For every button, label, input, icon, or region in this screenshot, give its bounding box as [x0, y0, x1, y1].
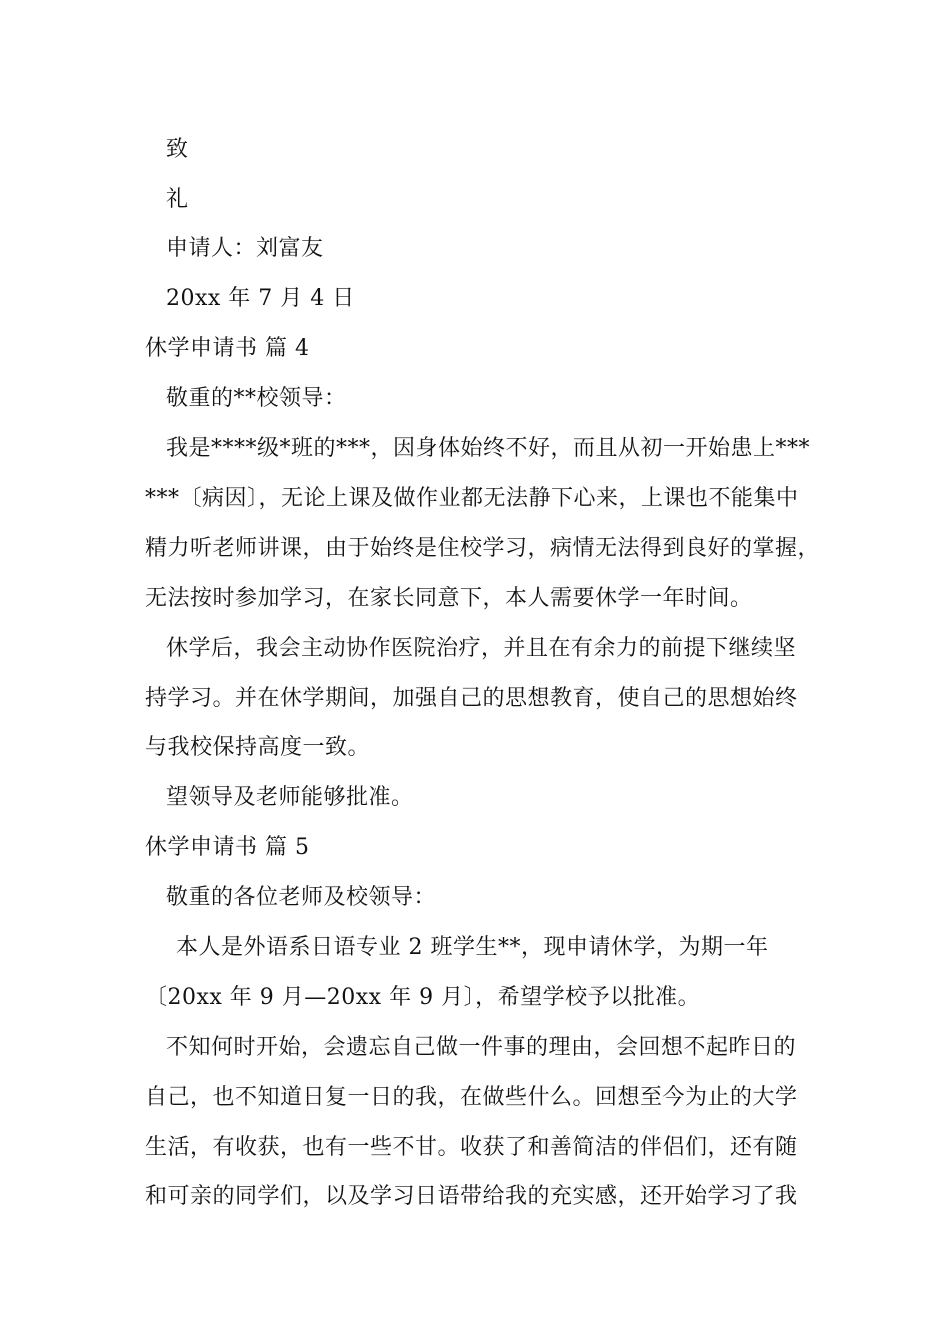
- section-5-line: 生活，有收获，也有一些不甘。收获了和善简洁的伴侣们，还有随: [145, 1135, 798, 1160]
- section-4-title: 休学申请书 篇 4: [145, 336, 310, 361]
- closing-zhi: 致: [166, 137, 189, 162]
- section-4-line: 精力听老师讲课，由于始终是住校学习，病情无法得到良好的掌握，: [145, 536, 821, 561]
- application-date: 20xx 年 7 月 4 日: [166, 286, 355, 311]
- section-4-line: 无法按时参加学习，在家长同意下，本人需要休学一年时间。: [145, 586, 753, 611]
- section-4-line: 休学后，我会主动协作医院治疗，并且在有余力的前提下继续坚: [166, 636, 797, 661]
- section-5-line: 自己，也不知道日复一日的我，在做些什么。回想至今为止的大学: [145, 1085, 798, 1110]
- section-4-line: 望领导及老师能够批准。: [166, 785, 414, 810]
- section-4-line: 持学习。并在休学期间，加强自己的思想教育，使自己的思想始终: [145, 686, 798, 711]
- section-4-salutation: 敬重的**校领导：: [166, 386, 347, 411]
- closing-li: 礼: [166, 187, 189, 212]
- section-4-line: ***〔病因〕，无论上课及做作业都无法静下心来，上课也不能集中: [145, 486, 799, 511]
- section-5-line: 和可亲的同学们，以及学习日语带给我的充实感，还开始学习了我: [145, 1184, 798, 1209]
- section-4-line: 与我校保持高度一致。: [145, 735, 371, 760]
- section-4-line: 我是****级*班的***，因身体始终不好，而且从初一开始患上***: [166, 436, 811, 461]
- section-5-salutation: 敬重的各位老师及校领导：: [166, 885, 437, 910]
- applicant-signature: 申请人：刘富友: [166, 236, 324, 261]
- section-5-title: 休学申请书 篇 5: [145, 835, 310, 860]
- section-5-line: 不知何时开始，会遗忘自己做一件事的理由，会回想不起昨日的: [166, 1035, 797, 1060]
- section-5-line: 〔20xx 年 9 月—20xx 年 9 月〕，希望学校予以批准。: [145, 985, 701, 1010]
- section-5-line: 本人是外语系日语专业 2 班学生**，现申请休学，为期一年: [176, 935, 769, 960]
